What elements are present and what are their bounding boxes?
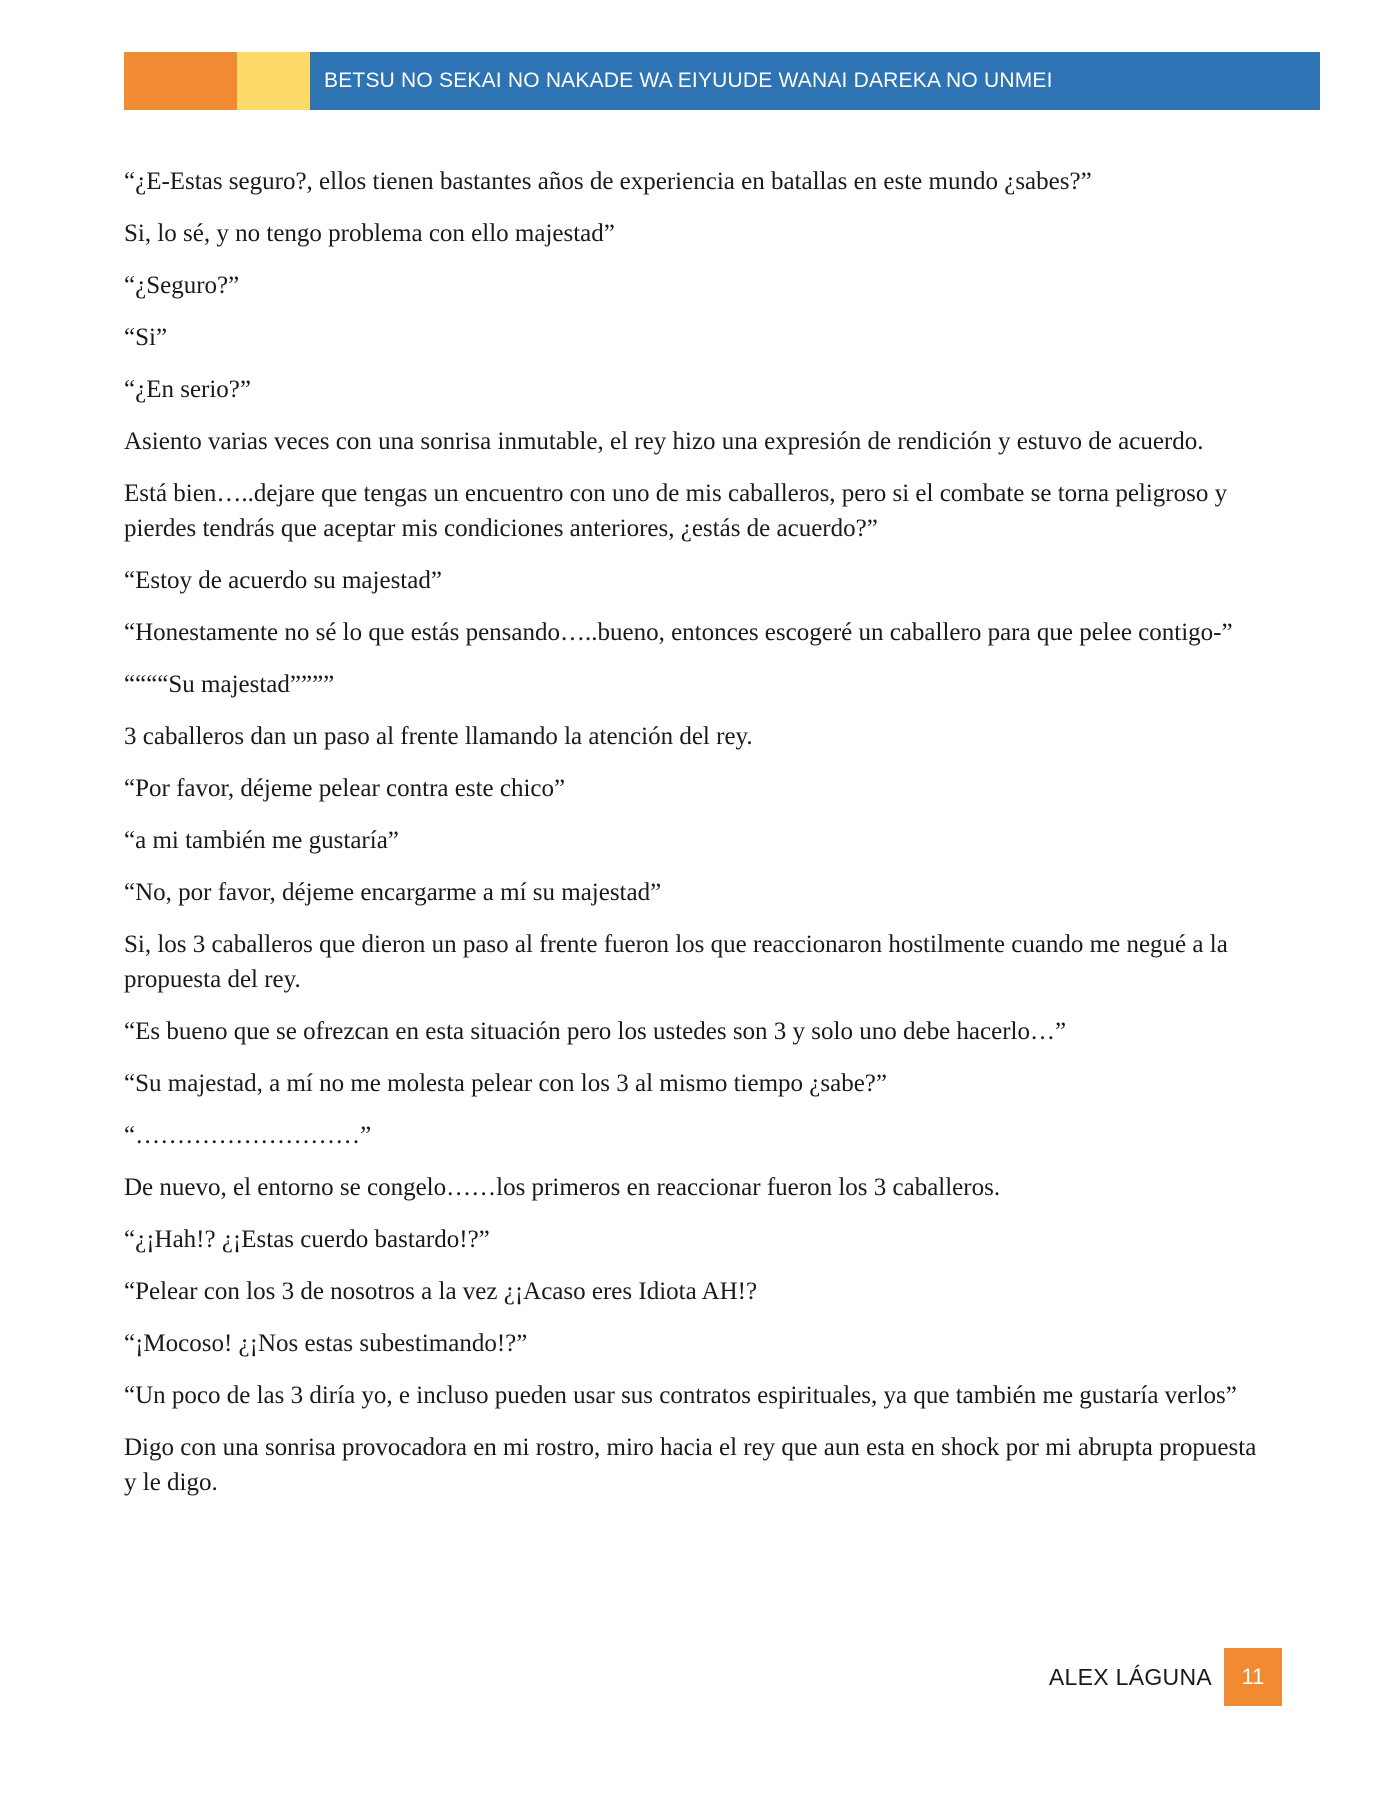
page-header bbox=[124, 52, 1320, 110]
author-name: ALEX LÁGUNA bbox=[1048, 1663, 1212, 1690]
page-number: 11 bbox=[1224, 1648, 1282, 1706]
paragraph: “¿Seguro?” bbox=[124, 272, 240, 299]
paragraph: “Si” bbox=[124, 324, 168, 351]
paragraph: “¿¡Hah!? ¿¡Estas cuerdo bastardo!?” bbox=[124, 1226, 490, 1253]
paragraph: ““““Su majestad”””” bbox=[124, 671, 335, 698]
header-title: BETSU NO SEKAI NO NAKADE WA EIYUUDE WANAI DAREKA NO UNMEI bbox=[310, 52, 1320, 110]
paragraph: “………………………” bbox=[124, 1122, 372, 1149]
paragraph: Si, los 3 caballeros que dieron un paso al frente fueron los que reaccionaron hostilmente cuando me negué a la propuesta del rey. bbox=[124, 931, 1228, 993]
paragraph: “Por favor, déjeme pelear contra este chico” bbox=[124, 775, 566, 802]
paragraph: “¿En serio?” bbox=[124, 376, 252, 403]
paragraph: Si, lo sé, y no tengo problema con ello majestad” bbox=[124, 220, 615, 247]
paragraph: Está bien…..dejare que tengas un encuentro con uno de mis caballeros, pero si el combate se torna peligroso y pierdes tendrás que aceptar mis condiciones anteriores, ¿estás de acuerdo?” bbox=[124, 480, 1228, 542]
paragraph: “Su majestad, a mí no me molesta pelear con los 3 al mismo tiempo ¿sabe?” bbox=[124, 1070, 887, 1097]
paragraph: Digo con una sonrisa provocadora en mi rostro, miro hacia el rey que aun esta en shock por mi abrupta propuesta y le digo. bbox=[124, 1434, 1257, 1496]
paragraph: “Honestamente no sé lo que estás pensando…..bueno, entonces escogeré un caballero para que pelee contigo-” bbox=[124, 619, 1233, 646]
paragraph: 3 caballeros dan un paso al frente llamando la atención del rey. bbox=[124, 723, 753, 750]
paragraph: “No, por favor, déjeme encargarme a mí su majestad” bbox=[124, 879, 662, 906]
header-yellow-block bbox=[237, 52, 310, 110]
paragraph: De nuevo, el entorno se congelo……los primeros en reaccionar fueron los 3 caballeros. bbox=[124, 1174, 1001, 1201]
paragraph: “a mi también me gustaría” bbox=[124, 827, 399, 854]
page-footer bbox=[1049, 1648, 1282, 1706]
paragraph: “¿E-Estas seguro?, ellos tienen bastantes años de experiencia en batallas en este mundo ¿sabes?” bbox=[124, 168, 1092, 195]
paragraph: “Es bueno que se ofrezcan en esta situación pero los ustedes son 3 y solo uno debe hacerlo…” bbox=[124, 1018, 1067, 1045]
body-text bbox=[124, 164, 1274, 1517]
paragraph: “Un poco de las 3 diría yo, e incluso pueden usar sus contratos espirituales, ya que también me gustaría verlos” bbox=[124, 1382, 1237, 1409]
paragraph: “¡Mocoso! ¿¡Nos estas subestimando!?” bbox=[124, 1330, 528, 1357]
paragraph: “Pelear con los 3 de nosotros a la vez ¿¡Acaso eres Idiota AH!? bbox=[124, 1278, 758, 1305]
paragraph: Asiento varias veces con una sonrisa inmutable, el rey hizo una expresión de rendición y estuvo de acuerdo. bbox=[124, 428, 1204, 455]
paragraph: “Estoy de acuerdo su majestad” bbox=[124, 567, 442, 594]
header-orange-block bbox=[124, 52, 237, 110]
